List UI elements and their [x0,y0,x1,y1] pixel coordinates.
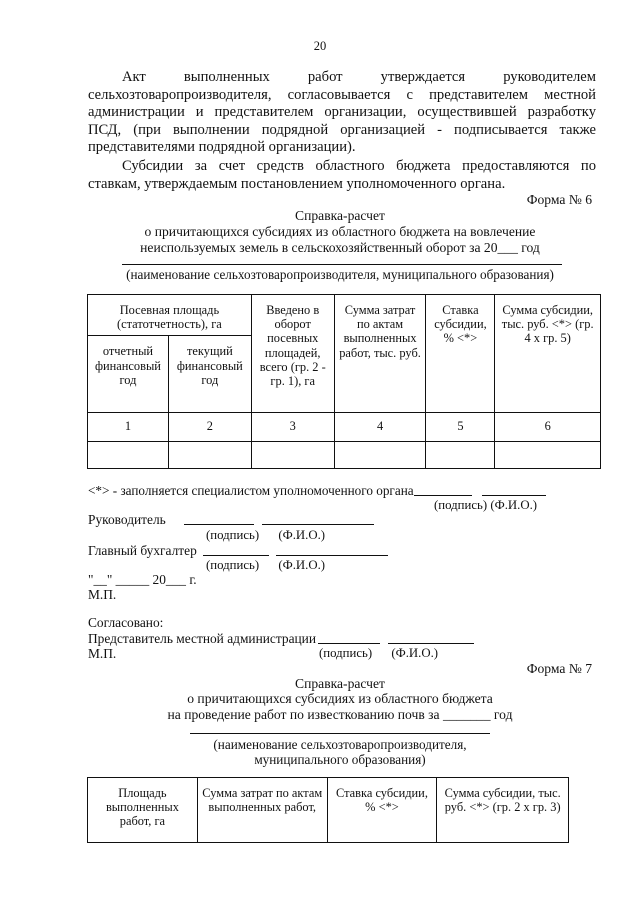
intro-p1-line: представителями подрядной организации). [88,139,356,156]
head-label: Руководитель [88,512,166,527]
intro-paragraph-1 [88,69,596,157]
form6-label: Форма № 6 [526,192,592,207]
rep-name-line [388,643,474,644]
form7-title: Справка-расчет [295,676,385,691]
form7-subtitle-line2: на проведение работ по известкованию почв за _______ год [167,707,513,722]
page-number: 20 [313,39,327,53]
form6-header-row [88,295,601,336]
form7-name-line [190,733,490,734]
form6-col-number: 3 [251,413,334,442]
form6-header-introduced: Введено в оборот посевных площадей, всего (гр. 2 - гр. 1), га [251,295,334,413]
form6-header-rate: Ставка субсидии, % <*> [426,295,495,413]
form7-header-area: Площадь выполненных работ, га [88,778,198,843]
form6-name-line [122,264,562,265]
footnote-sign-line [414,495,472,496]
date-line: "__" _____ 20___ г. [88,572,197,587]
intro-paragraph-2 [88,158,596,193]
intro-p1-line: администрации и представителем организации, осуществившей разработку [88,104,596,121]
form7-header-subsidy: Сумма субсидии, тыс. руб. <*> (гр. 2 x гр. 3) [437,778,569,843]
accountant-sign-line [203,555,269,556]
form6-header-cur-year: текущий финансовый год [168,336,251,413]
rep-sign-line [318,643,380,644]
form6-empty-cell [251,442,334,469]
form6-subtitle-line2: неиспользуемых земель в сельскохозяйственный оборот за 20___ год [140,240,540,255]
form6-title: Справка-расчет [295,208,385,223]
rep-caption: (подпись) (Ф.И.О.) [319,646,439,660]
form6-empty-row [88,442,601,469]
form7-header-row [88,778,569,843]
form6-subtitle-line1: о причитающихся субсидиях из областного бюджета на вовлечение [144,224,536,239]
form7-subtitle-line1: о причитающихся субсидиях из областного бюджета [187,691,493,706]
intro-p1-line: ПСД, (при выполнении подрядной организацией - подписывается также [88,121,596,138]
intro-p1-line: Акт выполненных работ утверждается руководителем [122,69,596,85]
form6-col-number: 6 [495,413,601,442]
form6-header-subsidy: Сумма субсидии, тыс. руб. <*> (гр. 4 x гр. 5) [495,295,601,413]
head-caption: (подпись) (Ф.И.О.) [206,528,326,542]
form6-header-prev-year: отчетный финансовый год [88,336,169,413]
head-name-line [262,524,374,525]
form6-empty-cell [334,442,426,469]
form7-header-costs: Сумма затрат по актам выполненных работ, [197,778,327,843]
form6-table [87,294,601,469]
head-sign-line [184,524,254,525]
stamp-place: М.П. [88,587,117,602]
form6-numbers-row [88,413,601,442]
form7-table [87,777,569,843]
rep-label: Представитель местной администрации [88,631,317,646]
form6-empty-cell [88,442,169,469]
form6-empty-cell [168,442,251,469]
form6-col-number: 2 [168,413,251,442]
form6-col-number: 5 [426,413,495,442]
form6-col-number: 4 [334,413,426,442]
form7-header-rate: Ставка субсидии, % <*> [327,778,437,843]
intro-p1-line: сельхозтоваропроизводителя, согласовывается с представителем местной [88,86,596,103]
form7-label: Форма № 7 [526,661,592,676]
form6-col-number: 1 [88,413,169,442]
footnote-caption: (подпись) (Ф.И.О.) [434,498,538,512]
accountant-label: Главный бухгалтер [88,543,197,558]
accountant-name-line [276,555,388,556]
form6-footnote: <*> - заполняется специалистом уполномоченного органа [88,483,414,498]
form6-header-area: Посевная площадь (статотчетность), га [88,295,252,336]
footnote-name-line [482,495,546,496]
stamp-place-2: М.П. [88,646,117,661]
form6-name-caption: (наименование сельхозтоваропроизводителя, муниципального образования) [126,267,554,282]
form6-empty-cell [495,442,601,469]
form7-name-caption-line1: (наименование сельхозтоваропроизводителя, [213,737,467,752]
intro-p2-line: ставкам, утверждаемым постановлением уполномоченного органа. [88,175,506,192]
form7-name-caption-line2: муниципального образования) [254,752,426,767]
agreed-label: Согласовано: [88,615,164,630]
form6-header-costs: Сумма затрат по актам выполненных работ, тыс. руб. [334,295,426,413]
intro-p2-line: Субсидии за счет средств областного бюджета предоставляются по [122,158,596,174]
accountant-caption: (подпись) (Ф.И.О.) [206,558,326,572]
form6-empty-cell [426,442,495,469]
